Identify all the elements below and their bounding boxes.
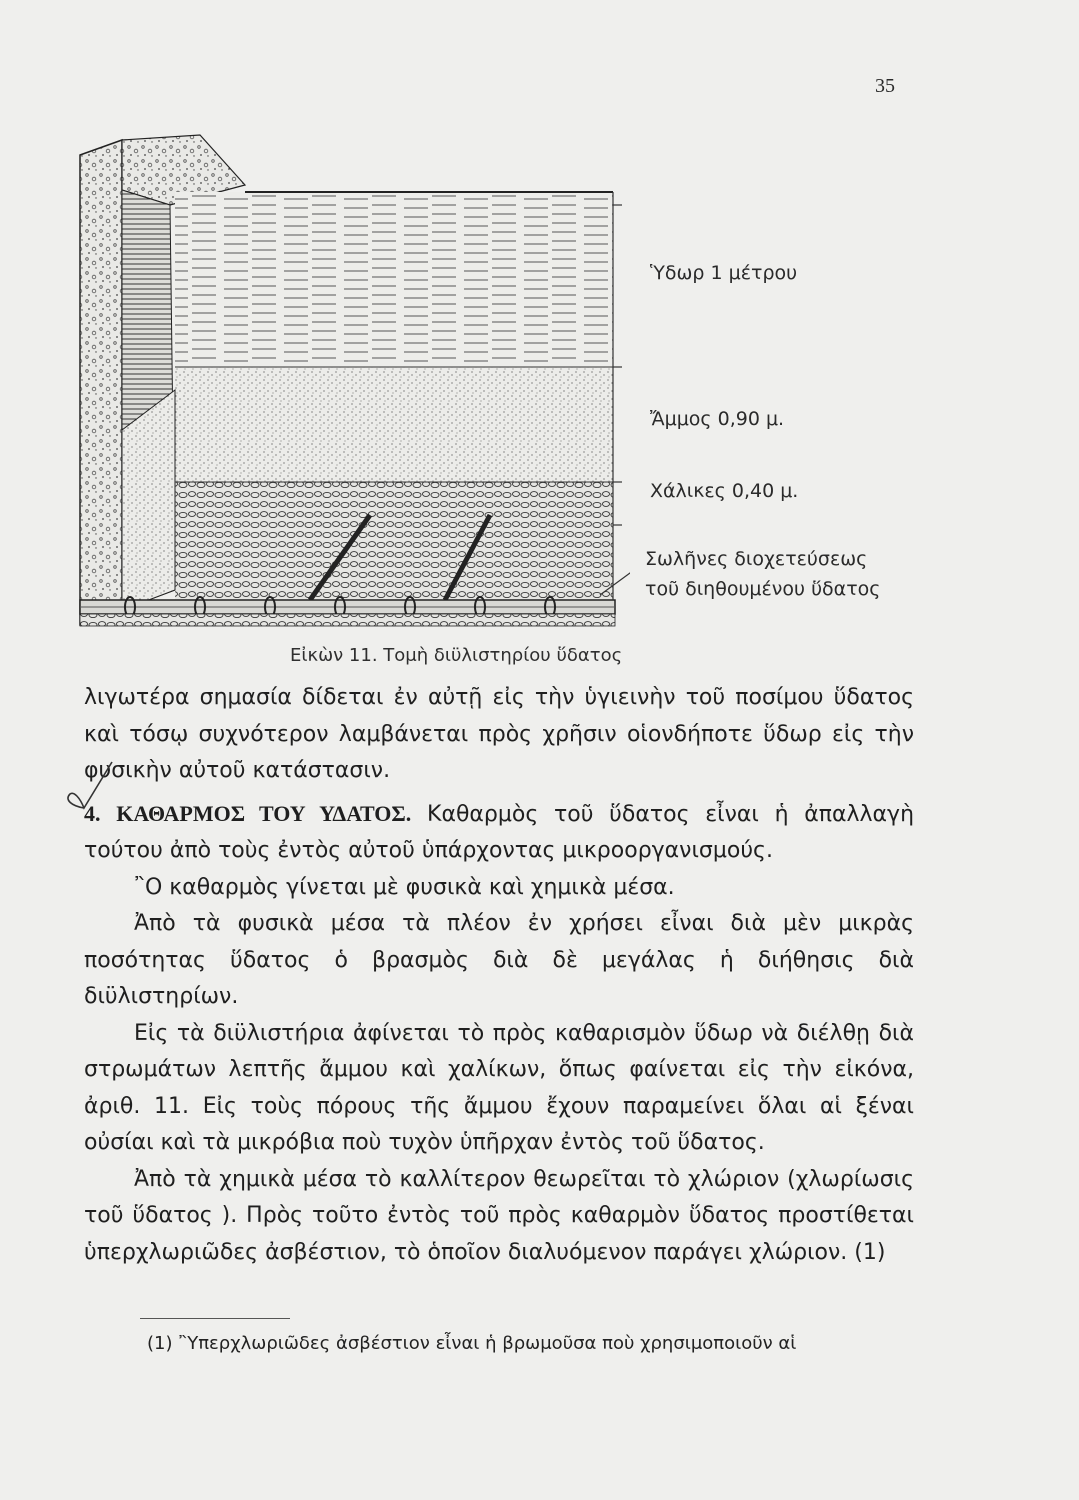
pipes-label-line2: τοῦ διηθουμένου ὕδατος [645,578,881,600]
paragraph-4: Ἀπὸ τὰ χημικὰ μέσα τὸ καλλίτερον θεωρεῖται τὸ χλώριον (χλωρίωσις τοῦ ὕδατος ). Πρὸς τοῦτο ἐντὸς τοῦ πρὸς καθαρμὸν ὕδατος προστίθεται ὑπερχλωριῶδες ἀσβέστιον, τὸ ὁποῖον διαλυόμενον παράγει χλώριον. (1) [84,1166,914,1265]
paragraph-1: ῍Ο καθαρμὸς γίνεται μὲ φυσικὰ καὶ χημικὰ μέσα. [134,874,675,900]
paragraph-2: Ἀπὸ τὰ φυσικὰ μέσα τὰ πλέον ἐν χρήσει εἶναι διὰ μὲν μικρὰς ποσότητας ὕδατος ὁ βρασμὸς διὰ δὲ μεγάλας ἡ διήθησις διὰ διϋλιστηρίων. [84,911,914,1009]
section-text: Καθαρμὸς τοῦ ὕδατος εἶναι ἡ ἀπαλλαγὴ τούτου ἀπὸ τοὺς ἐντὸς αὐτοῦ ὑπάρχοντας μικροοργανισμούς. [84,801,915,863]
intro-paragraph: λιγωτέρα σημασία δίδεται ἐν αὐτῇ εἰς τὴν ὑγιεινὴν τοῦ ποσίμου ὕδατος καὶ τόσῳ συχνότερον λαμβάνεται πρὸς χρῆσιν οἱονδήποτε ὕδωρ εἰς τὴν φυσικὴν αὐτοῦ κατάστασιν. [84,685,914,783]
section-title: ΚΑΘΑΡΜΟΣ ΤΟΥ ΥΔΑΤΟΣ. [116,800,412,826]
page-number: 35 [875,75,895,97]
section-number: 4. [84,800,101,826]
pipes-label-line1: Σωλῆνες διοχετεύσεως [645,548,868,570]
figure-caption: Εἰκὼν 11. Τομὴ διϋλιστηρίου ὕδατος [290,645,623,666]
footnote: (1) ῍Υπερχλωριῶδες ἀσβέστιον εἶναι ἡ βρωμοῦσα ποὺ χρησιμοποιοῦν αἱ [147,1333,797,1354]
filter-cross-section-figure [70,130,630,640]
gravel-layer-label: Χάλικες 0,40 μ. [650,480,799,502]
handwritten-check-mark [62,758,122,828]
body-text [84,680,914,1271]
footnote-rule [140,1318,290,1319]
sand-layer-label: Ἄμμος 0,90 μ. [650,408,785,430]
paragraph-3: Εἰς τὰ διϋλιστήρια ἀφίνεται τὸ πρὸς καθαρισμὸν ὕδωρ νὰ διέλθῃ διὰ στρωμάτων λεπτῆς ἄμμου καὶ χαλίκων, ὅπως φαίνεται εἰς τὴν εἰκόνα, ἀριθ. 11. Εἰς τοὺς πόρους τῆς ἄμμου ἔχουν παραμείνει ὅλαι αἱ ξέναι οὐσίαι καὶ τὰ μικρόβια ποὺ τυχὸν ὑπῆρχαν ἐντὸς τοῦ ὕδατος. [84,1020,914,1155]
water-layer-label: Ὑδωρ 1 μέτρου [650,262,798,284]
section-paragraph [84,796,914,870]
